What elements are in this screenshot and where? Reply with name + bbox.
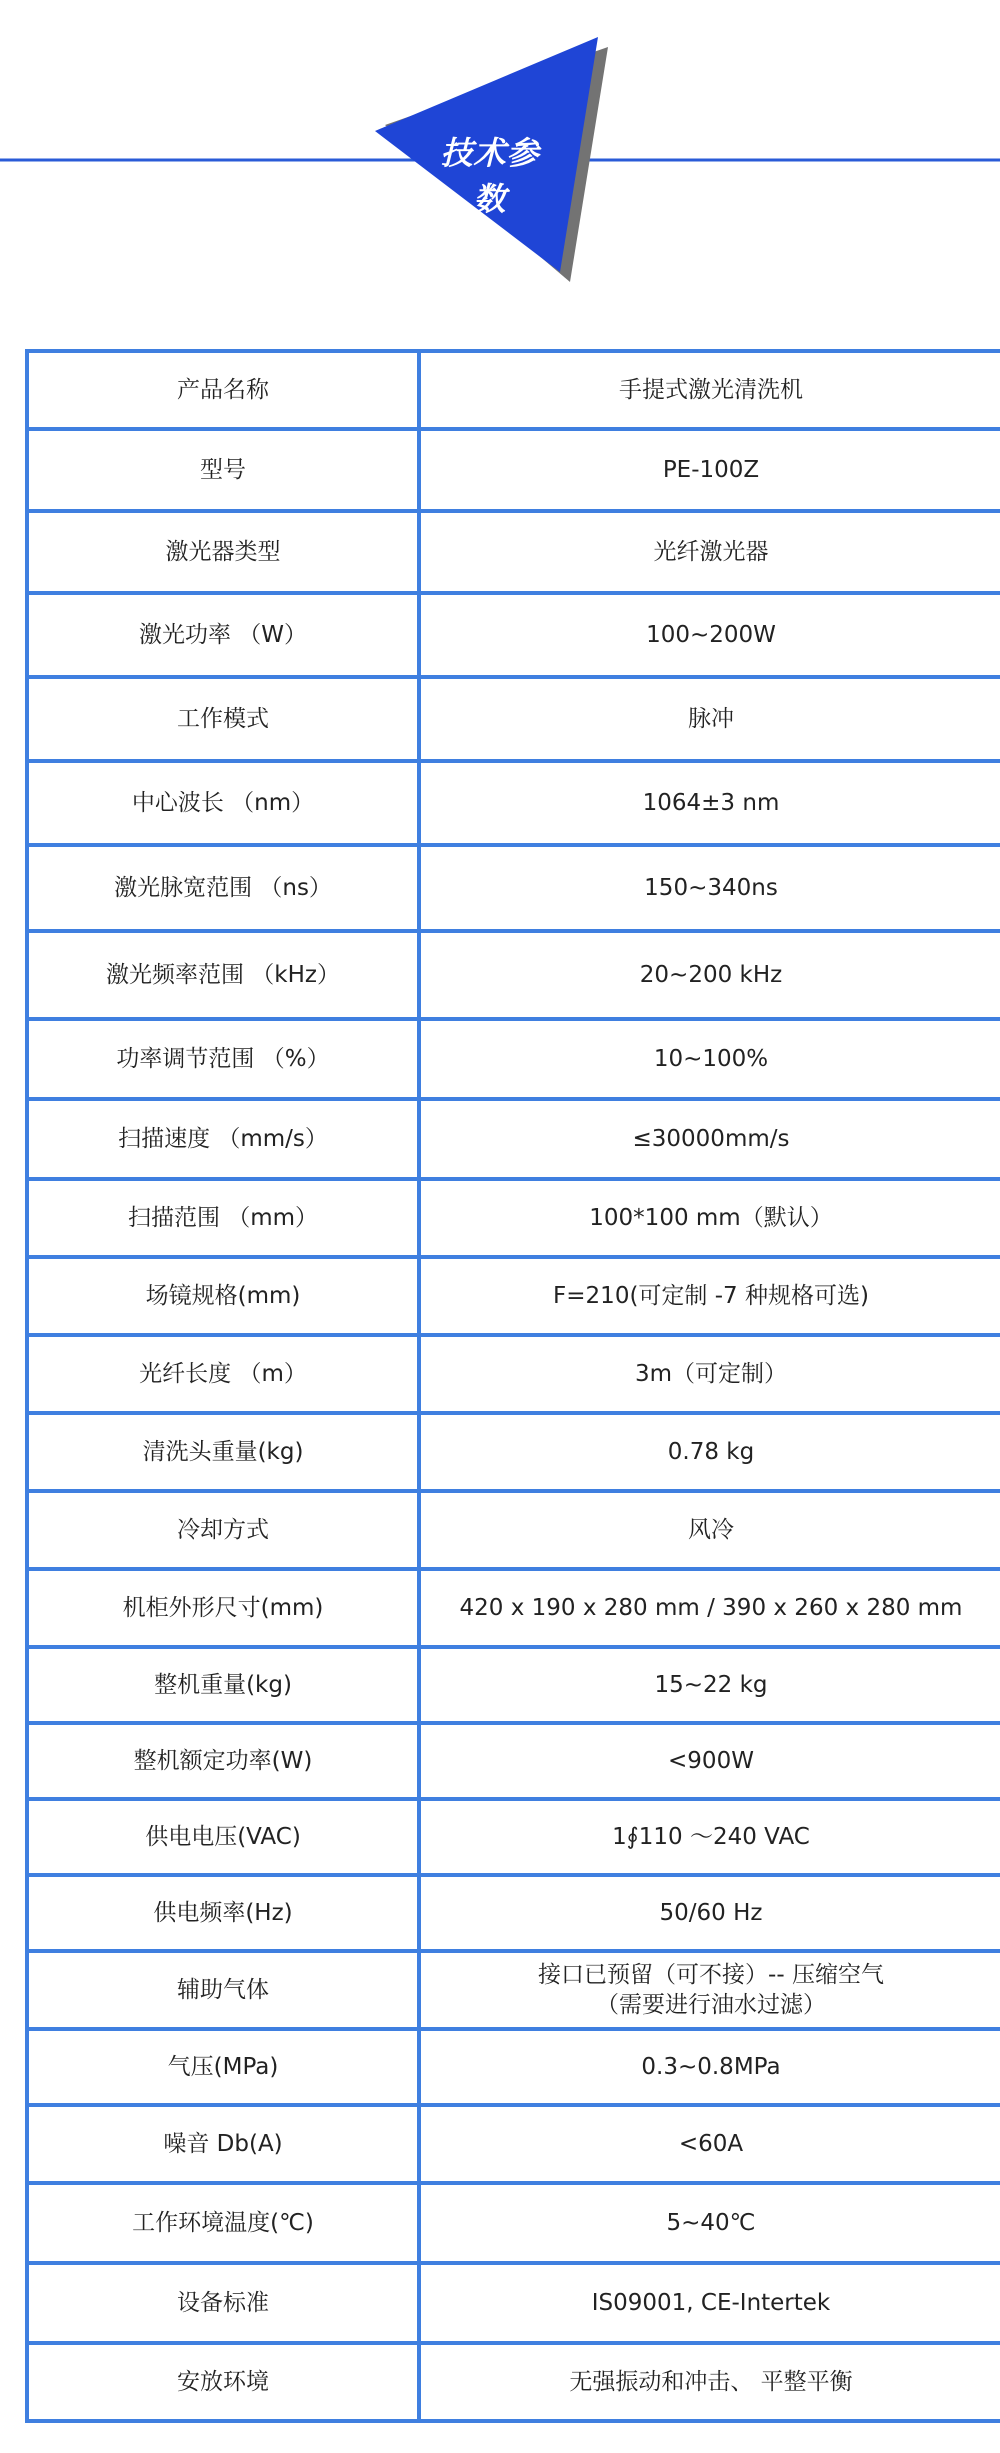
spec-value-cell bbox=[419, 2343, 1000, 2421]
table-row bbox=[27, 1335, 1000, 1413]
spec-value: ≤30000mm/s bbox=[632, 1126, 790, 1152]
table-row bbox=[27, 1179, 1000, 1257]
spec-value-cell bbox=[419, 2105, 1000, 2183]
spec-value: 光纤激光器 bbox=[653, 539, 769, 565]
spec-value: <60A bbox=[678, 2131, 744, 2157]
spec-label: 气压(MPa) bbox=[27, 2029, 419, 2105]
spec-label: 产品名称 bbox=[27, 351, 419, 429]
spec-value-cell bbox=[419, 1647, 1000, 1723]
spec-value-cell bbox=[419, 1723, 1000, 1799]
spec-table-body bbox=[27, 351, 1000, 2421]
table-row bbox=[27, 2343, 1000, 2421]
table-row bbox=[27, 2263, 1000, 2343]
table-row bbox=[27, 351, 1000, 429]
spec-value: 0.3~0.8MPa bbox=[641, 2054, 781, 2080]
spec-label: 清洗头重量(kg) bbox=[27, 1413, 419, 1491]
spec-label: 安放环境 bbox=[27, 2343, 419, 2421]
spec-value: 脉冲 bbox=[688, 706, 734, 732]
spec-value-cell bbox=[419, 1799, 1000, 1875]
spec-value-line2: （需要进行油水过滤） bbox=[596, 1992, 826, 2018]
spec-value-cell bbox=[419, 1099, 1000, 1179]
table-row bbox=[27, 1257, 1000, 1335]
table-row bbox=[27, 1491, 1000, 1569]
spec-value-cell bbox=[419, 1413, 1000, 1491]
spec-value-cell bbox=[419, 593, 1000, 677]
spec-value-cell bbox=[419, 931, 1000, 1019]
spec-label: 中心波长 （nm） bbox=[27, 761, 419, 845]
spec-value-cell bbox=[419, 2183, 1000, 2263]
spec-value: 5~40℃ bbox=[666, 2210, 756, 2236]
spec-value: 3m（可定制） bbox=[634, 1361, 788, 1387]
table-row bbox=[27, 511, 1000, 593]
spec-label: 设备标准 bbox=[27, 2263, 419, 2343]
spec-value: 100*100 mm（默认） bbox=[589, 1205, 833, 1231]
spec-value: IS09001, CE-Intertek bbox=[591, 2290, 831, 2316]
spec-value-cell bbox=[419, 1951, 1000, 2029]
spec-label: 整机额定功率(W) bbox=[27, 1723, 419, 1799]
spec-label: 功率调节范围 （%） bbox=[27, 1019, 419, 1099]
spec-value-cell bbox=[419, 351, 1000, 429]
spec-label: 供电频率(Hz) bbox=[27, 1875, 419, 1951]
spec-label: 噪音 Db(A) bbox=[27, 2105, 419, 2183]
spec-value: 0.78 kg bbox=[667, 1439, 755, 1465]
spec-value: 20~200 kHz bbox=[639, 962, 783, 988]
table-row bbox=[27, 2029, 1000, 2105]
table-row bbox=[27, 931, 1000, 1019]
spec-label: 场镜规格(mm) bbox=[27, 1257, 419, 1335]
table-row bbox=[27, 2105, 1000, 2183]
spec-value: 10~100% bbox=[653, 1046, 769, 1072]
spec-value: 420 x 190 x 280 mm / 390 x 260 x 280 mm bbox=[459, 1595, 963, 1621]
table-row bbox=[27, 593, 1000, 677]
spec-value-cell bbox=[419, 677, 1000, 761]
spec-value-cell bbox=[419, 511, 1000, 593]
spec-label: 供电电压(VAC) bbox=[27, 1799, 419, 1875]
table-row bbox=[27, 1647, 1000, 1723]
spec-value: 1∮110 ～240 VAC bbox=[612, 1824, 810, 1850]
spec-value: PE-100Z bbox=[662, 457, 760, 483]
table-row bbox=[27, 2183, 1000, 2263]
spec-label: 激光脉宽范围 （ns） bbox=[27, 845, 419, 931]
table-row bbox=[27, 761, 1000, 845]
spec-value-cell bbox=[419, 1257, 1000, 1335]
table-row bbox=[27, 1723, 1000, 1799]
spec-value-cell bbox=[419, 1569, 1000, 1647]
spec-label: 激光器类型 bbox=[27, 511, 419, 593]
spec-value: 100~200W bbox=[646, 622, 776, 648]
section-title: 技术参数 bbox=[440, 134, 540, 218]
spec-label: 整机重量(kg) bbox=[27, 1647, 419, 1723]
spec-value: 手提式激光清洗机 bbox=[619, 377, 803, 403]
table-row bbox=[27, 1951, 1000, 2029]
table-row bbox=[27, 1875, 1000, 1951]
spec-table bbox=[25, 349, 1000, 2423]
spec-label: 型号 bbox=[27, 429, 419, 511]
spec-value: 接口已预留（可不接）-- 压缩空气 bbox=[538, 1962, 884, 1988]
spec-value: 1064±3 nm bbox=[642, 790, 780, 816]
spec-value: 无强振动和冲击、 平整平衡 bbox=[569, 2369, 853, 2395]
table-row bbox=[27, 1799, 1000, 1875]
spec-value-cell bbox=[419, 1875, 1000, 1951]
spec-value-cell bbox=[419, 429, 1000, 511]
spec-label: 光纤长度 （m） bbox=[27, 1335, 419, 1413]
spec-label: 激光频率范围 （kHz） bbox=[27, 931, 419, 1019]
spec-label: 机柜外形尺寸(mm) bbox=[27, 1569, 419, 1647]
spec-value-cell bbox=[419, 1179, 1000, 1257]
table-row bbox=[27, 429, 1000, 511]
table-row bbox=[27, 677, 1000, 761]
spec-value-cell bbox=[419, 1019, 1000, 1099]
spec-value-cell bbox=[419, 2029, 1000, 2105]
table-row bbox=[27, 1019, 1000, 1099]
spec-value-cell bbox=[419, 761, 1000, 845]
spec-value: 150~340ns bbox=[644, 875, 778, 901]
spec-label: 冷却方式 bbox=[27, 1491, 419, 1569]
spec-value: 风冷 bbox=[688, 1517, 734, 1543]
spec-value-cell bbox=[419, 2263, 1000, 2343]
spec-label: 工作模式 bbox=[27, 677, 419, 761]
spec-label: 扫描范围 （mm） bbox=[27, 1179, 419, 1257]
table-row bbox=[27, 845, 1000, 931]
spec-value-cell bbox=[419, 845, 1000, 931]
table-row bbox=[27, 1099, 1000, 1179]
table-row bbox=[27, 1413, 1000, 1491]
spec-label: 激光功率 （W） bbox=[27, 593, 419, 677]
spec-value: F=210(可定制 -7 种规格可选) bbox=[553, 1283, 869, 1309]
page-header bbox=[0, 0, 1000, 330]
spec-value: 50/60 Hz bbox=[659, 1900, 763, 1926]
table-row bbox=[27, 1569, 1000, 1647]
spec-label: 辅助气体 bbox=[27, 1951, 419, 2029]
spec-value-cell bbox=[419, 1491, 1000, 1569]
spec-label: 工作环境温度(℃) bbox=[27, 2183, 419, 2263]
spec-value-cell bbox=[419, 1335, 1000, 1413]
spec-value: 15~22 kg bbox=[654, 1672, 768, 1698]
spec-label: 扫描速度 （mm/s） bbox=[27, 1099, 419, 1179]
spec-value: <900W bbox=[668, 1748, 754, 1774]
